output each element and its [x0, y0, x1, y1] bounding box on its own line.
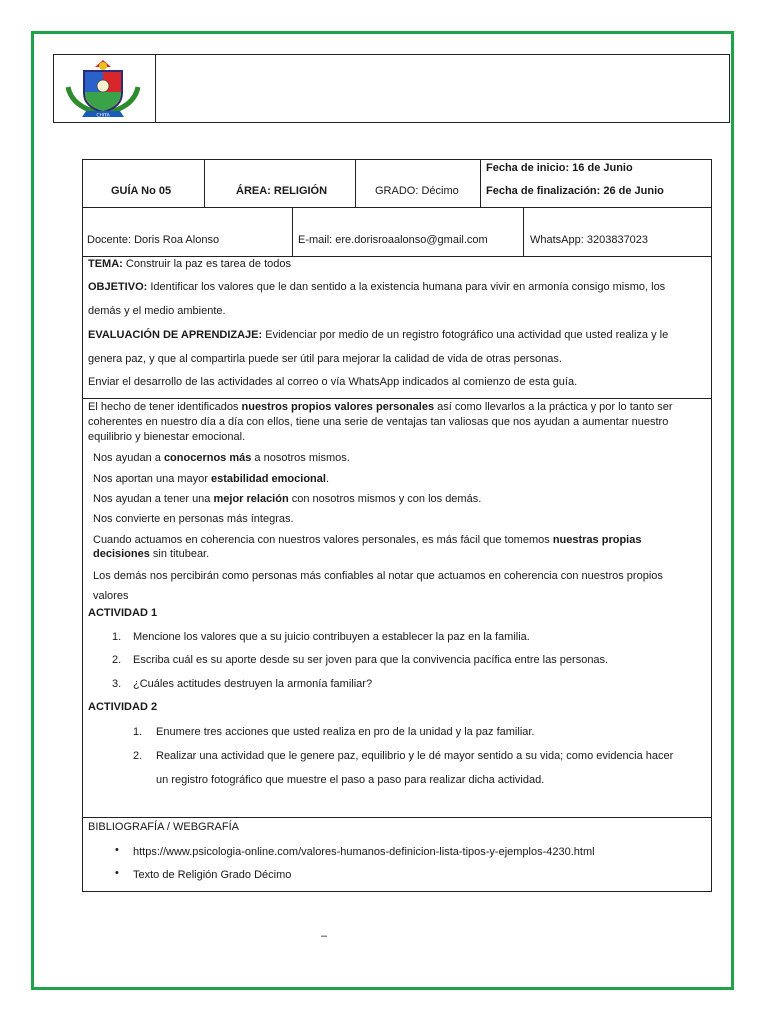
bibliografia-title: BIBLIOGRAFÍA / WEBGRAFÍA [88, 821, 239, 833]
evaluacion-line1: EVALUACIÓN DE APRENDIZAJE: Evidenciar por medio de un registro fotográfico una actividad que usted realiza y le [88, 329, 669, 341]
divider [523, 207, 524, 256]
actividad1-title: ACTIVIDAD 1 [88, 607, 158, 619]
actividad1-item-1-number: 1. [112, 631, 122, 643]
ventaja-5-line2: decisiones sin titubear. [93, 548, 210, 560]
actividad2-item-2-number: 2. [133, 750, 143, 762]
actividad1-item-2: Escriba cuál es su aporte desde su ser joven para que la convivencia pacífica entre las personas. [133, 654, 609, 666]
logo-cell [54, 55, 156, 122]
actividad2-item-1-number: 1. [133, 726, 143, 738]
tema: TEMA: Construir la paz es tarea de todos [88, 258, 291, 270]
divider [204, 159, 205, 207]
intro-line2: coherentes en nuestro día a día con ellos, tiene una serie de ventajas tan valiosas que nos ayudan a aumentar nuestro [88, 416, 669, 428]
coat-of-arms-icon [62, 57, 144, 119]
bullet-icon: • [115, 844, 119, 856]
bibliografia-texto: Texto de Religión Grado Décimo [133, 869, 292, 881]
table-border-left [82, 159, 83, 892]
evaluacion-line2: genera paz, y que al compartirla puede ser útil para mejorar la calidad de vida de otras personas. [88, 353, 562, 365]
actividad1-item-3-number: 3. [112, 678, 122, 690]
ventaja-2: Nos aportan una mayor estabilidad emocional. [93, 473, 329, 485]
divider [480, 159, 481, 207]
divider [82, 398, 712, 399]
divider [82, 207, 712, 208]
objetivo-line2: demás y el medio ambiente. [88, 305, 226, 317]
actividad1-item-2-number: 2. [112, 654, 122, 666]
bullet-icon: • [115, 867, 119, 879]
ventaja-3: Nos ayudan a tener una mejor relación con nosotros mismos y con los demás. [93, 493, 482, 505]
intro-line1: El hecho de tener identificados nuestros propios valores personales así como llevarlos a la práctica y por lo tanto ser [88, 401, 673, 413]
actividad1-item-1: Mencione los valores que a su juicio contribuyen a establecer la paz en la familia. [133, 631, 530, 643]
fecha-fin: Fecha de finalización: 26 de Junio [486, 185, 664, 197]
ventaja-5-line1: Cuando actuamos en coherencia con nuestros valores personales, es más fácil que tomemos nuestras propias [93, 534, 642, 546]
ventaja-4: Nos convierte en personas más íntegras. [93, 513, 294, 525]
whatsapp: WhatsApp: 3203837023 [530, 234, 649, 246]
actividad2-item-2: Realizar una actividad que le genere paz, equilibrio y le dé mayor sentido a su vida; como evidencia hacer [156, 750, 674, 762]
fecha-inicio: Fecha de inicio: 16 de Junio [486, 162, 633, 174]
guide-area: ÁREA: RELIGIÓN [236, 185, 328, 197]
actividad1-item-3: ¿Cuáles actitudes destruyen la armonía familiar? [133, 678, 373, 690]
ventaja-1: Nos ayudan a conocernos más a nosotros mismos. [93, 452, 350, 464]
table-border-bottom [82, 891, 712, 892]
logo-banner-text: CHITA [96, 113, 110, 119]
ventaja-6-line1: Los demás nos percibirán como personas más confiables al notar que actuamos en coherencia con nuestros propios [93, 570, 663, 582]
enviar: Enviar el desarrollo de las actividades al correo o vía WhatsApp indicados al comienzo de esta guía. [88, 376, 578, 388]
table-border-top [82, 159, 712, 160]
guide-number: GUÍA No 05 [111, 185, 172, 197]
objetivo-line1: OBJETIVO: Identificar los valores que le dan sentido a la existencia humana para vivir en armonía consigo mismo, los [88, 281, 666, 293]
actividad2-title: ACTIVIDAD 2 [88, 701, 158, 713]
table-border-right [711, 159, 712, 892]
divider [292, 207, 293, 256]
actividad2-item-1: Enumere tres acciones que usted realiza en pro de la unidad y la paz familiar. [156, 726, 535, 738]
ventaja-6-line2: valores [93, 590, 129, 602]
footer-dash: – [321, 930, 328, 942]
intro-line3: equilibrio y bienestar emocional. [88, 431, 246, 443]
actividad2-item-2-cont: un registro fotográfico que muestre el paso a paso para realizar dicha actividad. [156, 774, 545, 786]
guide-grado: GRADO: Décimo [375, 185, 459, 197]
divider [82, 817, 712, 818]
divider [355, 159, 356, 207]
email: E-mail: ere.dorisroaalonso@gmail.com [298, 234, 488, 246]
header-box [53, 54, 730, 123]
docente: Docente: Doris Roa Alonso [87, 234, 220, 246]
bibliografia-link[interactable]: https://www.psicologia-online.com/valores-humanos-definicion-lista-tipos-y-ejemplos-4230.html [133, 846, 595, 858]
